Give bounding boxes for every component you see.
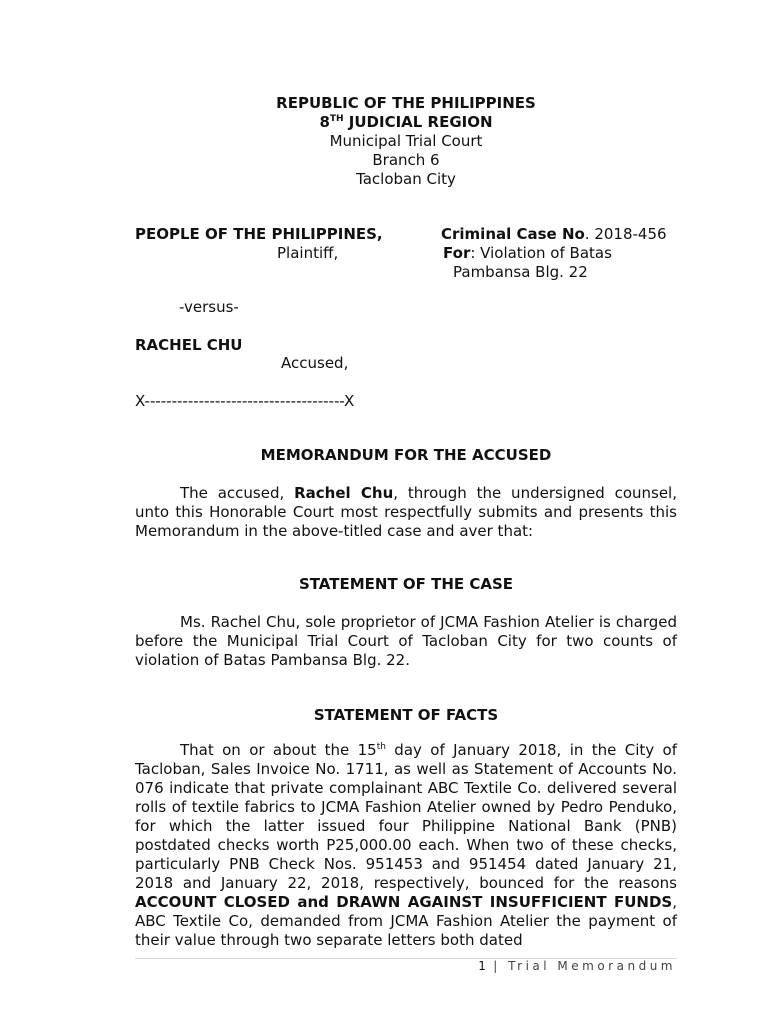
republic-line: REPUBLIC OF THE PHILIPPINES xyxy=(276,94,536,112)
accused-name: RACHEL CHU xyxy=(135,336,243,354)
case-offense: For: Violation of Batas xyxy=(443,244,612,262)
facts-heading: STATEMENT OF FACTS xyxy=(313,706,499,724)
court-line: Municipal Trial Court xyxy=(329,132,483,150)
case-number: Criminal Case No. 2018-456 xyxy=(441,225,667,243)
caption-separator: X-------------------------------------X xyxy=(135,392,355,410)
plaintiff-role: Plaintiff, xyxy=(277,244,339,262)
accused-role: Accused, xyxy=(281,354,349,372)
court-header xyxy=(135,94,677,189)
plaintiff-name: PEOPLE OF THE PHILIPPINES, xyxy=(135,225,383,243)
branch-line: Branch 6 xyxy=(372,151,440,169)
intro-paragraph: The accused, Rachel Chu, through the undersigned counsel, unto this Honorable Court most respectfully submits and presents this Memorandum in the above-titled case and aver that: xyxy=(135,484,677,540)
page-footer: 1 | Trial Memorandum xyxy=(478,959,676,973)
facts-paragraph: That on or about the 15th day of January 2018, in the City of Tacloban, Sales Invoice No. 1711, as well as Statement of Accounts No. 076 indicate that private complainant ABC Textile Co. delivered several rolls of textile fabrics to JCMA Fashion Atelier owned by Pedro Penduko, for which the latter issued four Philippine National Bank (PNB) postdated checks worth P25,000.00 each. When two of these checks, particularly PNB Check Nos. 951453 and 951454 dated January 21, 2018 and January 22, 2018, respectively, bounced for the reasons ACCOUNT CLOSED and DRAWN AGAINST INSUFFICIENT FUNDS, ABC Textile Co, demanded from JCMA Fashion Atelier the payment of their value through two separate letters both dated xyxy=(135,741,678,949)
case-heading: STATEMENT OF THE CASE xyxy=(298,575,514,593)
versus-text: -versus- xyxy=(179,298,239,316)
case-paragraph: Ms. Rachel Chu, sole proprietor of JCMA Fashion Atelier is charged before the Municipal Trial Court of Tacloban City for two counts of violation of Batas Pambansa Blg. 22. xyxy=(135,613,677,669)
region-line: 8TH JUDICIAL REGION xyxy=(319,113,493,131)
case-offense-cont: Pambansa Blg. 22 xyxy=(453,263,588,281)
memo-title: MEMORANDUM FOR THE ACCUSED xyxy=(260,446,552,464)
city-line: Tacloban City xyxy=(356,170,456,188)
